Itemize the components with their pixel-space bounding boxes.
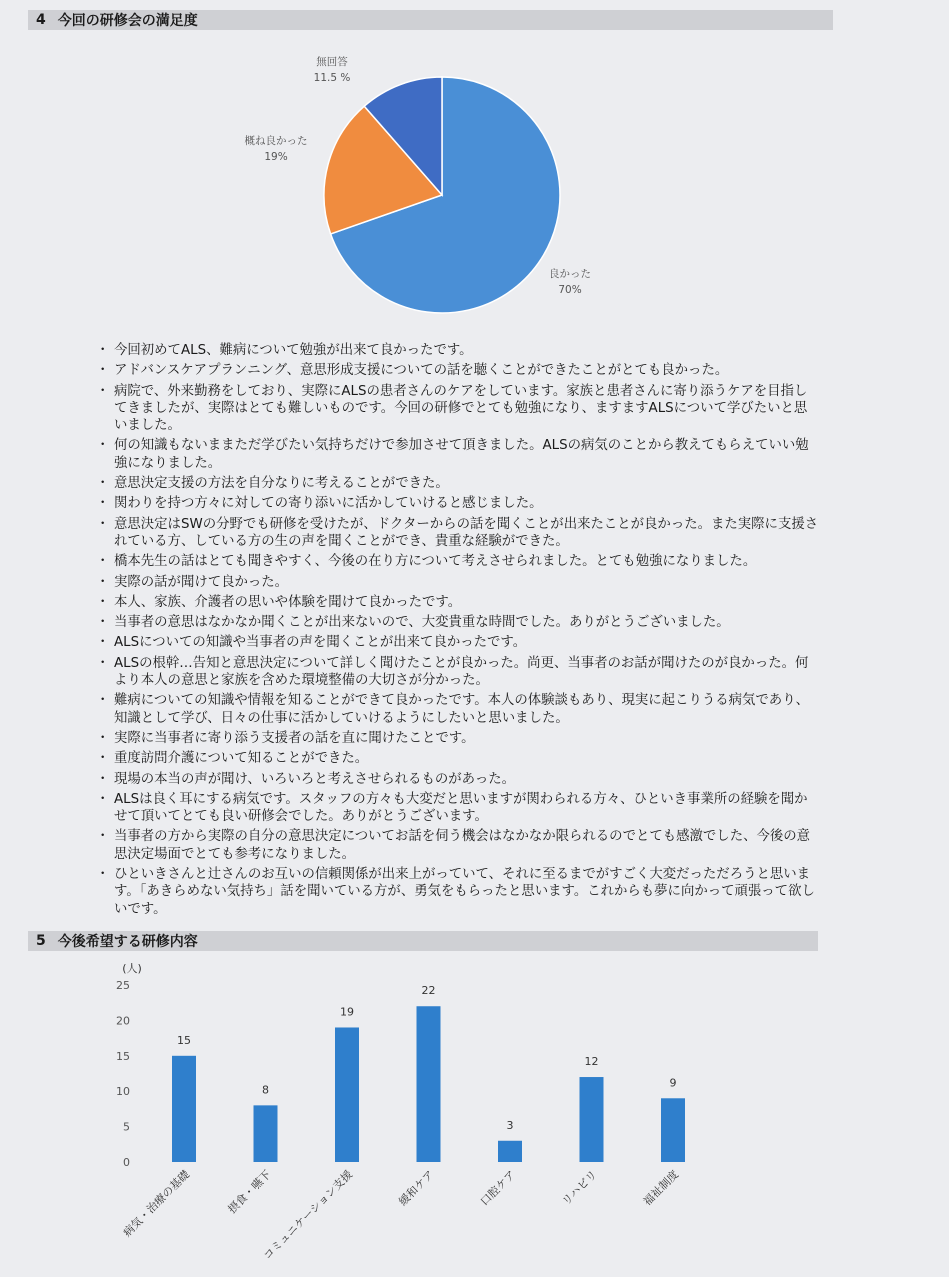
pie-slice-value: 70% — [558, 284, 582, 296]
section-title: 今回の研修会の満足度 — [57, 13, 198, 29]
comment-item: ・ 当事者の方から実際の自分の意思決定についてお話を伺う機会はなかなか限られるのでとても感激でした、今後の意思決定場面でとても参考になりました。 — [98, 828, 820, 863]
comment-item: ・ 重度訪問介護について知ることができた。 — [98, 750, 820, 767]
training-topic-bar-chart — [0, 955, 949, 1277]
bar — [498, 1141, 522, 1162]
y-tick-label: 10 — [116, 1085, 130, 1099]
category-label: 福祉制度 — [640, 1167, 682, 1209]
category-label: コミュニケーション支援 — [260, 1167, 356, 1263]
y-tick-label: 5 — [123, 1120, 130, 1134]
pie-slice-label: 無回答 — [316, 56, 348, 68]
section-5-header — [28, 931, 818, 951]
comment-item: ・ ALSについての知識や当事者の声を聞くことが出来て良かったです。 — [98, 634, 820, 651]
bar — [172, 1056, 196, 1162]
category-label: 口腔ケア — [477, 1167, 519, 1209]
bar-value-label: 3 — [506, 1118, 514, 1132]
comment-item: ・ アドバンスケアプランニング、意思形成支援についての話を聴くことができたことがとても良かった。 — [98, 362, 820, 379]
bar — [335, 1027, 359, 1162]
bar — [254, 1105, 278, 1162]
bar — [580, 1077, 604, 1162]
y-tick-label: 25 — [116, 979, 130, 992]
comment-item: ・ 現場の本当の声が聞け、いろいろと考えさせられるものがあった。 — [98, 771, 820, 788]
comment-item: ・ ALSの根幹…告知と意思決定について詳しく聞けたことが良かった。尚更、当事者のお話が聞けたのが良かった。何より本人の意思と家族を含めた環境整備の大切さが分かった。 — [98, 655, 820, 690]
comment-item: ・ 本人、家族、介護者の思いや体験を聞けて良かったです。 — [98, 594, 820, 611]
comment-list — [98, 342, 820, 921]
comment-item: ・ 難病についての知識や情報を知ることができて良かったです。本人の体験談もあり、現実に起こりうる病気であり、知識として学び、日々の仕事に活かしていけるようにしたいと思いました。 — [98, 692, 820, 727]
y-tick-label: 15 — [116, 1049, 130, 1063]
comment-item: ・ 関わりを持つ方々に対しての寄り添いに活かしていけると感じました。 — [98, 495, 820, 512]
category-label: 病気・治療の基礎 — [120, 1167, 193, 1240]
section-number: 4 — [36, 12, 46, 28]
bar — [417, 1006, 441, 1162]
y-tick-label: 20 — [116, 1014, 130, 1028]
pie-slice-value: 19% — [264, 151, 288, 163]
category-label: 摂食・嚥下 — [225, 1167, 274, 1217]
comment-item: ・ 意思決定支援の方法を自分なりに考えることができた。 — [98, 475, 820, 492]
satisfaction-pie-chart — [0, 40, 949, 340]
category-label: リハビリ — [559, 1167, 600, 1209]
comment-item: ・ 実際に当事者に寄り添う支援者の話を直に聞けたことです。 — [98, 730, 820, 747]
bar-value-label: 15 — [177, 1033, 191, 1047]
section-number: 5 — [36, 933, 46, 949]
comment-item: ・ 今回初めてALS、難病について勉強が出来て良かったです。 — [98, 342, 820, 359]
pie-slice-value: 11.5 % — [313, 72, 351, 84]
y-tick-label: 0 — [123, 1156, 130, 1169]
bar-value-label: 12 — [584, 1055, 599, 1069]
comment-item: ・ ひといきさんと辻さんのお互いの信頼関係が出来上がっていて、それに至るまでがすごく大変だっただろうと思います。「あきらめない気持ち」話を聞いている方が、勇気をもらったと思います。これからも夢に向かって頑張って欲しいです。 — [98, 866, 820, 918]
pie-slice-label: 良かった — [549, 268, 591, 280]
bar — [661, 1098, 685, 1162]
bar-value-label: 22 — [421, 984, 436, 998]
section-title: 今後希望する研修内容 — [57, 934, 198, 950]
comment-item: ・ 当事者の意思はなかなか聞くことが出来ないので、大変貴重な時間でした。ありがとうございました。 — [98, 614, 820, 631]
section-4-header — [28, 10, 833, 30]
comment-item: ・ 意思決定はSWの分野でも研修を受けたが、ドクターからの話を聞くことが出来たことが良かった。また実際に支援されている方、している方の生の声を聞くことができ、貴重な経験ができた。 — [98, 516, 820, 551]
comment-item: ・ 橋本先生の話はとても聞きやすく、今後の在り方について考えさせられました。とても勉強になりました。 — [98, 553, 820, 570]
category-label: 緩和ケア — [396, 1167, 437, 1209]
comment-item: ・ ALSは良く耳にする病気です。スタッフの方々も大変だと思いますが関わられる方々、ひといき事業所の経験を聞かせて頂いてとても良い研修会でした。ありがとうございます。 — [98, 791, 820, 826]
pie-slice-label: 概ね良かった — [244, 135, 308, 147]
bar-value-label: 19 — [340, 1005, 354, 1019]
y-axis-unit: (人) — [122, 962, 142, 975]
comment-item: ・ 何の知識もないままただ学びたい気持ちだけで参加させて頂きました。ALSの病気のことから教えてもらえていい勉強になりました。 — [98, 437, 820, 472]
comment-item: ・ 病院で、外来勤務をしており、実際にALSの患者さんのケアをしています。家族と患者さんに寄り添うケアを目指してきましたが、実際はとても難しいものです。今回の研修でとても勉強になり、ますますALSについて学びたいと思いました。 — [98, 383, 820, 435]
bar-value-label: 8 — [262, 1083, 269, 1097]
comment-item: ・ 実際の話が聞けて良かった。 — [98, 574, 820, 591]
bar-value-label: 9 — [669, 1076, 677, 1090]
